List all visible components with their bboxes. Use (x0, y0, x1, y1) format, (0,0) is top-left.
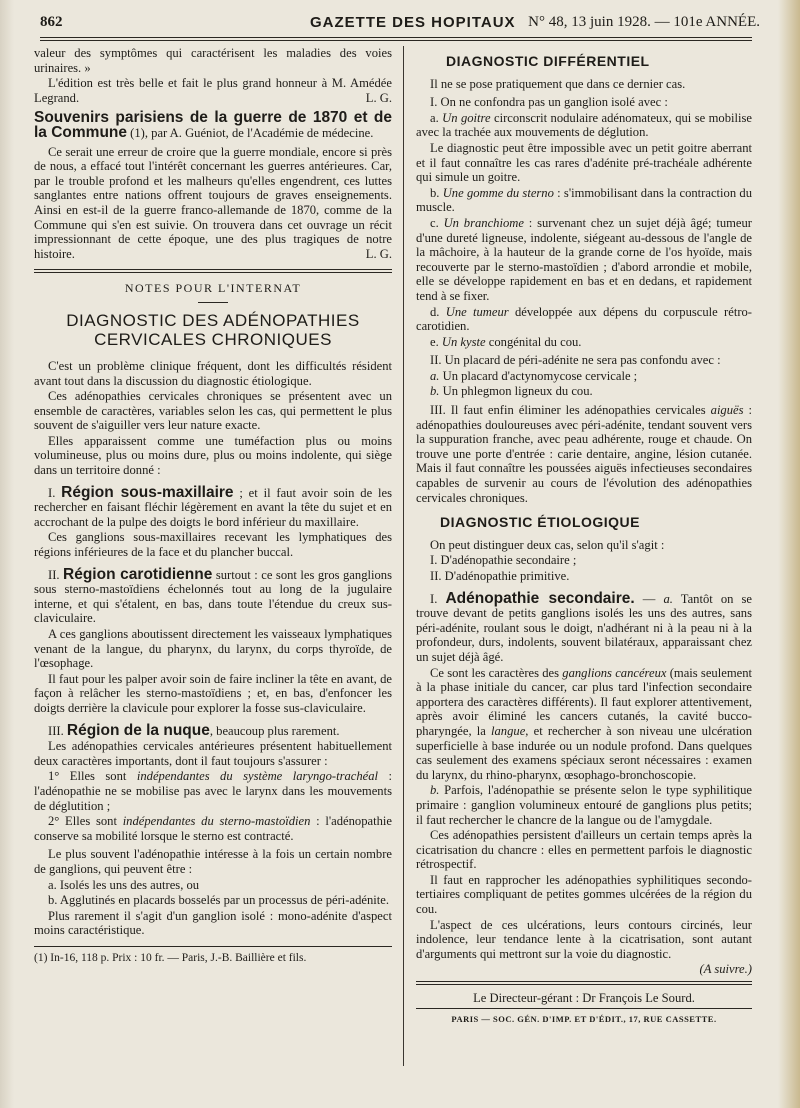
region-2-paragraph-3: Il faut pour les palper avoir soin de faire incliner la tête en avant, de façon à relâcher les sterno-mastoïdiens ; et, en bas, d'enfoncer les doigts derrière la clavicule pour explorer la fosse sus-claviculaire. (34, 671, 392, 715)
diff-branchiome-letter: c. (430, 215, 444, 230)
left-column (34, 46, 392, 966)
ganglia-paragraph: Le plus souvent l'adénopathie intéresse à la fois un certain nombre de ganglions, qui peuvent être : (34, 847, 392, 876)
region-1-number: I. (48, 485, 62, 500)
intro-paragraph-1: C'est un problème clinique fréquent, dont les difficultés résident avant tout dans la discussion du diagnostic étiologique. (34, 358, 392, 388)
ganglia-a: a. Isolés les uns des autres, ou (48, 877, 200, 892)
region-1-title: Région sous-maxillaire (61, 483, 234, 501)
region-1-text: ; et il faut avoir soin de les rechercher en faisant fléchir légèrement en avant la tête du sujet et en accrochant de la pulpe des doigts le bord inférieur du maxillaire. (34, 485, 392, 529)
diff-II-b-text: Un phlegmon ligneux du cou. (442, 384, 593, 399)
character-1-emphasis: indépendantes du système laryngo-trachéal (136, 769, 379, 784)
diff-goitre-text: circonscrit nodulaire adénomateux, qui se mobilise avec la trachée aux mouvements de déglution. (416, 110, 752, 140)
section-double-rule (34, 269, 392, 273)
diff-II: II. Un placard de péri-adénite ne sera pas confondu avec : (430, 353, 721, 368)
diff-branchiome (416, 216, 752, 304)
footnote-rule (34, 946, 392, 947)
director-rule (416, 981, 752, 985)
syphilis-text: Parfois, l'adénopathie se présente selon le type syphilitique primaire : ganglion volumineux entouré de ganglions plus petits; il faut rechercher le chancre de la langue ou de l'amygdale. (416, 783, 752, 827)
diff-II-b (416, 384, 752, 399)
secondary-title: Adénopathie secondaire. (445, 589, 635, 607)
page-number: 862 (40, 14, 63, 30)
region-3-title: Région de la nuque (66, 721, 210, 739)
region-3-number: III. (48, 723, 67, 738)
review-praise-text: L'édition est très belle et fait le plus grand honneur à M. Amédée Legrand. (34, 76, 392, 105)
heading-differential: DIAGNOSTIC DIFFÉRENTIEL (446, 53, 650, 69)
secondo-tertiary-paragraph: Il faut en rapprocher les adénopathies syphilitiques secondo-tertiaires compliquant de petites gommes ulcérées de la région du cou. (416, 872, 752, 917)
to-be-continued: (A suivre.) (699, 962, 752, 977)
diff-gomme-emphasis: Une gomme du sterno (442, 185, 554, 200)
intro-paragraph-2: Ces adénopathies cervicales chroniques se présentent avec un ensemble de caractères, variables selon les cas, qui permettent le plus souvent de s'aiguiller vers leur nature exacte. (34, 389, 392, 433)
journal-title: GAZETTE DES HOPITAUX (310, 14, 516, 31)
footnote: (1) In-16, 118 p. Prix : 10 fr. — Paris, J.-B. Baillière et fils. (34, 951, 307, 964)
cancer-paragraph (416, 666, 752, 783)
region-3-text: , beaucoup plus rarement. (209, 723, 340, 738)
diff-branchiome-text: : survenant chez un sujet déjà âgé; tumeur d'une dureté ligneuse, indolente, siégeant au-dessous de l'angle de la mâchoire, à la hauteur de la grande corne de l'os hyoïde, mais recouverte par le sterno-mastoïdien ; d'abord arrondie et mobile, elle se développe rapidement en bas et en dedans, et rapidement tend à se fixer. (416, 215, 753, 303)
characters-intro: Les adénopathies cervicales antérieures présentent habituellement deux caractères importants, dont il faut toujours s'assurer : (34, 739, 392, 768)
diff-goitre-letter: a. (430, 110, 443, 125)
cancer-lead: Ce sont les caractères des (430, 665, 563, 680)
diff-III-emphasis: aiguës (710, 403, 744, 418)
right-column (416, 46, 752, 1027)
diff-kyste-letter: e. (430, 334, 442, 349)
diff-III (416, 403, 752, 505)
header-rule (40, 37, 752, 38)
character-2 (34, 814, 392, 843)
diff-II-a (416, 369, 752, 384)
syphilis-letter-b: b. (430, 783, 440, 798)
book-review-heading (34, 111, 392, 140)
region-1 (34, 483, 392, 530)
diff-kyste-text: congénital du cou. (485, 334, 582, 349)
diff-kyste-emphasis: Un kyste (441, 334, 486, 349)
header-rule-2 (40, 40, 752, 41)
book-review-text (34, 145, 392, 262)
article-title: DIAGNOSTIC DES ADÉNOPATHIES CERVICALES CHRONIQUES (66, 310, 360, 349)
region-2-title: Région carotidienne (63, 565, 213, 583)
column-divider (403, 46, 404, 1066)
diff-intro: Il ne se pose pratiquement que dans ce dernier cas. (430, 76, 686, 91)
region-1-paragraph-2: Ces ganglions sous-maxillaires recevant les lymphatiques des régions inférieures de la face et du plancher buccal. (34, 530, 392, 560)
page-edge-right (778, 0, 800, 1108)
issue-info: N° 48, 13 juin 1928. — 101e ANNÉE. (528, 14, 760, 30)
diff-tumeur-letter: d. (430, 304, 446, 319)
diff-gomme (416, 186, 752, 215)
region-2-text: surtout : ce sont les gros ganglions sous sterno-mastoïdiens échelonnés tout au long de la jugulaire interne, et qui s'étalent, en bas, dans toute l'étendue du creux sus-claviculaire. (34, 567, 392, 626)
director-line: Le Directeur-gérant : Dr François Le Sourd. (473, 991, 695, 1006)
cancer-emphasis: ganglions cancéreux (562, 665, 667, 680)
secondary-letter-a: a. (663, 591, 673, 606)
diff-II-b-letter: b. (430, 384, 443, 399)
diff-III-text: : adénopathies douloureuses avec péri-adénite, tendant souvent vers la suppuration franche, avec peau adhérente, rouge et chaude. On trouve une porte d'entrée : carie dentaire, angine, lésion cutanée. Mais il faut connaître les poussées aiguës infectieuses secondaires capables de survenir au cours de l'évolution des adénopathies cervicales chroniques. (416, 403, 752, 505)
diff-goitre-2: Le diagnostic peut être impossible avec un petit goitre aberrant et il faut connaître les cas rares d'adénite pré-trachéale adhérente qui simule un goitre. (416, 140, 752, 185)
book-review-signature: L. G. (365, 246, 392, 261)
region-3 (34, 721, 392, 739)
cancer-emphasis-2: langue (491, 723, 526, 738)
character-2-text: : l'adénopathie conserve sa mobilité lorsque le sterno est contracté. (34, 814, 392, 843)
secondary-adenopathy (416, 589, 753, 665)
cancer-text-2: , et rechercher à son niveau une ulcération superficielle à base indurée ou un nodule profond. Dans quelques cas seulement des examens spéciaux seront nécessaires : examen du larynx, du rhino-pharynx, œsophago-bronchoscopie. (416, 723, 752, 782)
character-1-lead: 1° Elles sont (48, 769, 137, 784)
diff-III-lead: III. Il faut enfin éliminer les adénopathies cervicales (430, 403, 711, 418)
mono-adenite-paragraph: Plus rarement il s'agit d'un ganglion isolé : mono-adénite d'aspect moins caractéristique. (34, 908, 392, 938)
intro-paragraph-3: Elles apparaissent comme une tuméfaction plus ou moins volumineuse, plus ou moins dure, plus ou moins indolente, qui siège dans un territoire donné : (34, 433, 392, 478)
page-edge-left (0, 0, 14, 1108)
diff-goitre (416, 111, 752, 140)
character-1-text: : l'adénopathie ne se mobilise pas avec le larynx dans les mouvements de déglutition ; (34, 769, 392, 813)
notes-header: NOTES POUR L'INTERNAT (124, 281, 302, 296)
diff-I: I. On ne confondra pas un ganglion isolé avec : (430, 95, 668, 110)
imprint-rule (416, 1008, 752, 1009)
persistence-paragraph: Ces adénopathies persistent d'ailleurs un certain temps après la cicatrisation du chancre : elles en permettent parfois le diagnostic rétrospectif. (416, 828, 752, 872)
diff-II-a-text: Un placard d'actynomycose cervicale ; (442, 368, 638, 383)
character-2-lead: 2° Elles sont (48, 814, 123, 829)
review-praise (34, 76, 392, 105)
review-signature: L. G. (365, 90, 392, 105)
character-1 (34, 769, 392, 813)
syphilis-paragraph (416, 783, 752, 827)
book-author: (1), par A. Guéniot, de l'Académie de médecine. (127, 125, 374, 140)
character-2-emphasis: indépendantes du sterno-mastoïdien (122, 814, 311, 829)
book-title: Souvenirs parisiens de la guerre de 1870 et de la Commune (34, 109, 392, 141)
book-review-body: Ce serait une erreur de croire que la guerre mondiale, encore si près de nous, a effacé tout l'intérêt concernant les guerres antérieures. Car, par le trouble profond et les malheurs qu'elles engendrent, ces luttes sanglantes entre nations offrent toujours de graves enseignements. Ainsi en est-il de la guerre franco-allemande de 1870, comme de la Commune qui s'en est suivie. On trouvera dans cet ouvrage un récit impressionnant de cette époque, une des plus tragiques de notre histoire. (34, 144, 392, 261)
secondary-text: Tantôt on se trouve devant de petits ganglions isolés les uns des autres, sans péri-adénite, roulant sous le doigt, n'adhérant ni à la peau ni à la profondeur, durs, indolents, souvent bilatéraux, apparaissant chez un sujet déjà âgé. (416, 591, 753, 664)
running-header (40, 10, 760, 36)
notes-rule (198, 302, 228, 303)
cancer-text: (mais seulement à la phase initiale du cancer, car plus tard l'infection secondaire apportera des caractères différents). Il faut explorer attentivement, après avoir éliminé les cancers cutanés, la cavité bucco-pharyngée, la (416, 665, 752, 738)
secondary-number: I. (430, 591, 446, 606)
etio-II: II. D'adénopathie primitive. (430, 569, 570, 583)
diff-tumeur-emphasis: Une tumeur (445, 304, 509, 319)
diff-tumeur (416, 305, 752, 334)
heading-etiology: DIAGNOSTIC ÉTIOLOGIQUE (440, 514, 641, 531)
region-2 (34, 565, 392, 626)
diff-gomme-text: : s'immobilisant dans la contraction du muscle. (416, 185, 752, 215)
printer-imprint: PARIS — SOC. GÉN. D'IMP. ET D'ÉDIT., 17, RUE CASSETTE. (451, 1013, 717, 1024)
ganglia-b: b. Agglutinés en placards bosselés par un processus de péri-adénite. (48, 893, 389, 908)
etio-I: I. D'adénopathie secondaire ; (430, 553, 577, 568)
diff-goitre-emphasis: Un goitre (442, 110, 491, 125)
diff-tumeur-text: développée aux dépens du corpuscule rétro-carotidien. (416, 304, 753, 334)
region-2-number: II. (48, 567, 64, 582)
ulceration-paragraph: L'aspect de ces ulcérations, leurs contours circinés, leur indolence, leur tendance lente à la cicatrisation, sont autant d'arguments qui mettront sur la voie du diagnostic. (416, 917, 752, 961)
diff-gomme-letter: b. (430, 185, 443, 200)
region-2-paragraph-2: A ces ganglions aboutissent directement les vaisseaux lymphatiques venant de la langue, du pharynx, du larynx, du corps thyroïde, de l'œsophage. (34, 627, 392, 671)
diff-kyste (416, 335, 752, 350)
secondary-dash: — (634, 591, 664, 606)
diff-II-a-letter: a. (430, 368, 443, 383)
review-end-text: valeur des symptômes qui caractérisent les maladies des voies urinaires. » (34, 46, 392, 75)
diff-branchiome-emphasis: Un branchiome (443, 215, 524, 230)
etio-intro: On peut distinguer deux cas, selon qu'il s'agit : (430, 537, 665, 552)
